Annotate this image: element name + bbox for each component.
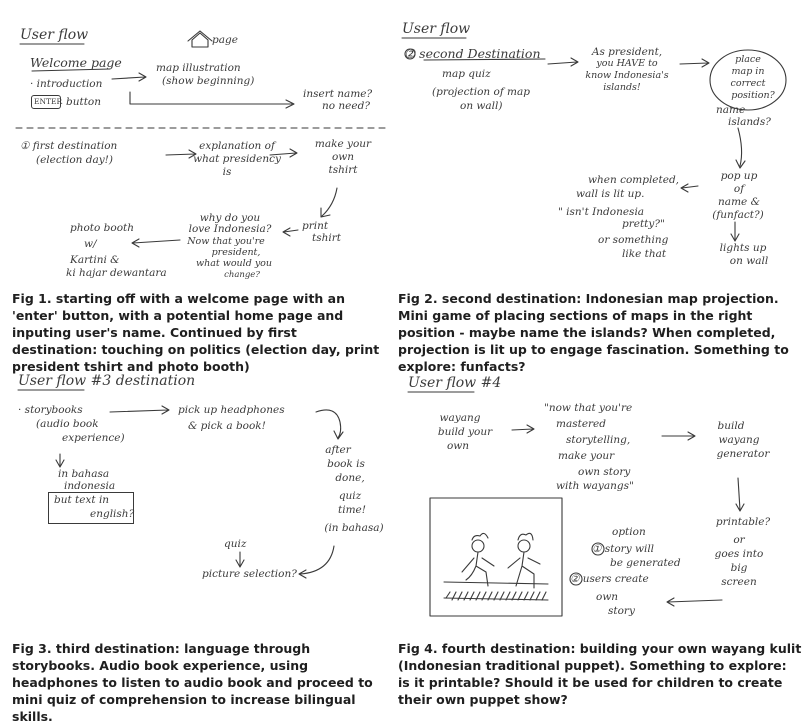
button-label: button <box>66 96 102 108</box>
arrow-audio-to-bahasa <box>56 454 64 467</box>
wayang-line-1: wayang <box>439 412 481 424</box>
fig1-title: User flow <box>20 27 89 43</box>
why-line-4: president, <box>211 247 261 258</box>
text-line-2: english? <box>90 508 135 520</box>
why-line-6: change? <box>224 270 260 280</box>
now-line-2: mastered <box>556 418 606 430</box>
arrow-map-to-name <box>130 92 294 108</box>
puppet-sketch <box>444 533 548 600</box>
after-line-3: done, <box>335 472 365 484</box>
lights-line-2: on wall <box>729 255 769 267</box>
bahasa-line-2: indonesia <box>64 480 116 492</box>
lights-line-1: lights up <box>719 242 767 254</box>
popup-line-3: name & <box>718 196 760 208</box>
wayang-line-2: build your <box>437 426 493 438</box>
kartini-label: Kartini & <box>70 254 120 266</box>
arrow-islands-to-popup <box>736 128 745 168</box>
build-line-1: build <box>717 420 745 432</box>
fig2-caption: Fig 2. second destination: Indonesian map projection. Mini game of placing sections of maps in the right position - maybe name the islands? When completed, projection is lit up to engage fascination. Something to explore: funfacts? <box>398 291 789 374</box>
popup-line-4: (funfact?) <box>712 209 764 221</box>
option-2-line-3: story <box>608 605 635 617</box>
quiz-label: quiz <box>224 538 247 550</box>
second-destination-label: ② second Destination <box>404 46 541 61</box>
why-line-2: love Indonesia? <box>188 223 272 235</box>
completed-line-1: when completed, <box>588 174 680 186</box>
arrow-popup-to-completed <box>681 184 698 192</box>
fig1-caption: Fig 1. starting off with a welcome page with an 'enter' button, with a potential home page and inputing user's name. Continued by first destination: touching on politics (election day, print president tshirt and photo booth) <box>12 291 380 374</box>
photo-booth-label: photo booth <box>70 222 135 234</box>
option-1-line-2: be generated <box>610 557 681 569</box>
president-line-3: know Indonesia's <box>585 70 669 81</box>
now-line-1: "now that you're <box>544 402 633 414</box>
printable-line-3: goes into <box>714 548 764 560</box>
projection-line-2: on wall) <box>460 100 503 112</box>
no-need-label: no need? <box>322 100 370 112</box>
completed-line-2: wall is lit up. <box>576 188 645 200</box>
arrow-president-to-place <box>680 59 709 67</box>
arrow-popup-to-lights <box>731 222 739 241</box>
headphones-line-1: pick up headphones <box>178 404 285 416</box>
arrow-after-to-picture <box>299 546 334 578</box>
explanation-line-2: what presidency <box>193 153 281 165</box>
show-beginning-label: (show beginning) <box>162 75 255 87</box>
with-label: w/ <box>84 238 97 250</box>
explanation-line-3: is <box>222 166 232 178</box>
now-line-3: storytelling, <box>566 434 631 446</box>
fig4-title: User flow #4 <box>408 375 502 391</box>
print-tshirt-label: tshirt <box>312 232 341 244</box>
printable-line-4: big <box>730 562 748 574</box>
option-2-line-1: ② users create <box>570 573 649 585</box>
tshirt-label: tshirt <box>328 164 358 176</box>
explanation-line-1: explanation of <box>199 140 275 152</box>
wayang-line-3: own <box>446 440 470 452</box>
bahasa-line-1: in bahasa <box>58 468 110 480</box>
option-1-line-1: ① story will <box>592 543 655 555</box>
home-icon <box>188 31 212 47</box>
president-line-2: you HAVE to <box>596 58 658 69</box>
arrow-make-to-print <box>321 188 337 217</box>
completed-line-5: or something <box>598 234 669 246</box>
audio-line-1: (audio book <box>36 418 99 430</box>
place-line-1: place <box>735 54 761 65</box>
arrow-headphones-to-after <box>316 410 343 439</box>
election-day-label: (election day!) <box>36 154 113 166</box>
fig2-title: User flow <box>402 21 471 37</box>
enter-button-sketch <box>31 95 61 109</box>
arrow-why-to-photo <box>132 239 180 247</box>
after-line-2: book is <box>327 458 365 470</box>
build-line-2: wayang <box>718 434 760 446</box>
name-islands-line-1: name <box>716 104 746 116</box>
introduction-label: · introduction <box>30 78 103 90</box>
printable-line-2: or <box>733 534 745 546</box>
arrow-quiz-down <box>236 552 244 567</box>
ki-hajar-label: ki hajar dewantara <box>66 267 167 279</box>
now-line-4: make your <box>558 450 615 462</box>
map-illustration-label: map illustration <box>156 62 241 74</box>
option-2-line-2: own <box>596 591 619 603</box>
after-line-5: time! <box>338 504 366 516</box>
completed-line-4: pretty?" <box>622 218 665 230</box>
own-label: own <box>331 151 355 163</box>
build-line-3: generator <box>716 448 770 460</box>
completed-line-6: like that <box>622 248 667 260</box>
popup-line-1: pop up <box>720 170 758 182</box>
fig3-caption: Fig 3. third destination: language through storybooks. Audio book experience, using headphones to listen to audio book and proceed to mini quiz of comprehension to increase bilingual skills. <box>12 641 373 724</box>
enter-label: ENTER <box>34 97 63 106</box>
arrow-build-to-printable <box>736 478 744 511</box>
why-line-1: why do you <box>199 212 261 224</box>
arrow-welcome-to-map <box>112 73 146 81</box>
insert-name-label: insert name? <box>303 88 373 100</box>
place-line-2: map in <box>731 66 765 77</box>
welcome-page-label: Welcome page <box>30 55 122 70</box>
fig4-caption: Fig 4. fourth destination: building your own wayang kulit (Indonesian traditional puppet). Something to explore: is it printable? Should it be used for children to create their own puppet show? <box>398 641 802 707</box>
place-line-3: correct <box>730 78 766 89</box>
why-line-5: what would you <box>195 258 273 269</box>
first-destination-label: ① first destination <box>20 140 118 152</box>
after-line-1: after <box>325 444 351 456</box>
audio-line-2: experience) <box>62 432 125 444</box>
after-line-4: quiz <box>338 490 362 502</box>
arrow-now-to-build <box>662 432 695 440</box>
president-line-4: islands! <box>603 82 641 93</box>
page-label: page <box>212 34 238 46</box>
storybooks-label: · storybooks <box>18 404 83 416</box>
headphones-line-2: & pick a book! <box>188 420 266 432</box>
president-line-1: As president, <box>591 46 663 58</box>
after-line-6: (in bahasa) <box>324 522 384 534</box>
arrow-print-to-why <box>283 228 298 236</box>
arrow-printable-to-option <box>667 598 722 606</box>
picture-selection-label: picture selection? <box>202 568 297 580</box>
print-label: print <box>302 220 329 232</box>
arrow-storybooks-to-headphones <box>110 406 169 414</box>
name-islands-line-2: islands? <box>728 116 771 128</box>
option-label: option <box>612 526 646 538</box>
text-line-1: but text in <box>54 494 110 506</box>
fig3-title: User flow #3 destination <box>18 373 196 389</box>
map-quiz-label: map quiz <box>442 68 491 80</box>
now-line-5: own story <box>578 466 631 478</box>
popup-line-2: of <box>733 183 745 195</box>
arrow-wayang-to-now <box>512 425 534 433</box>
projection-line-1: (projection of map <box>432 86 530 98</box>
why-line-3: Now that you're <box>187 236 265 247</box>
printable-line-5: screen <box>721 576 757 588</box>
make-your-label: make your <box>314 138 372 150</box>
completed-line-3: " isn't Indonesia <box>558 206 645 218</box>
printable-line-1: printable? <box>715 516 771 528</box>
place-line-4: position? <box>731 90 775 101</box>
now-line-6: with wayangs" <box>556 480 634 492</box>
